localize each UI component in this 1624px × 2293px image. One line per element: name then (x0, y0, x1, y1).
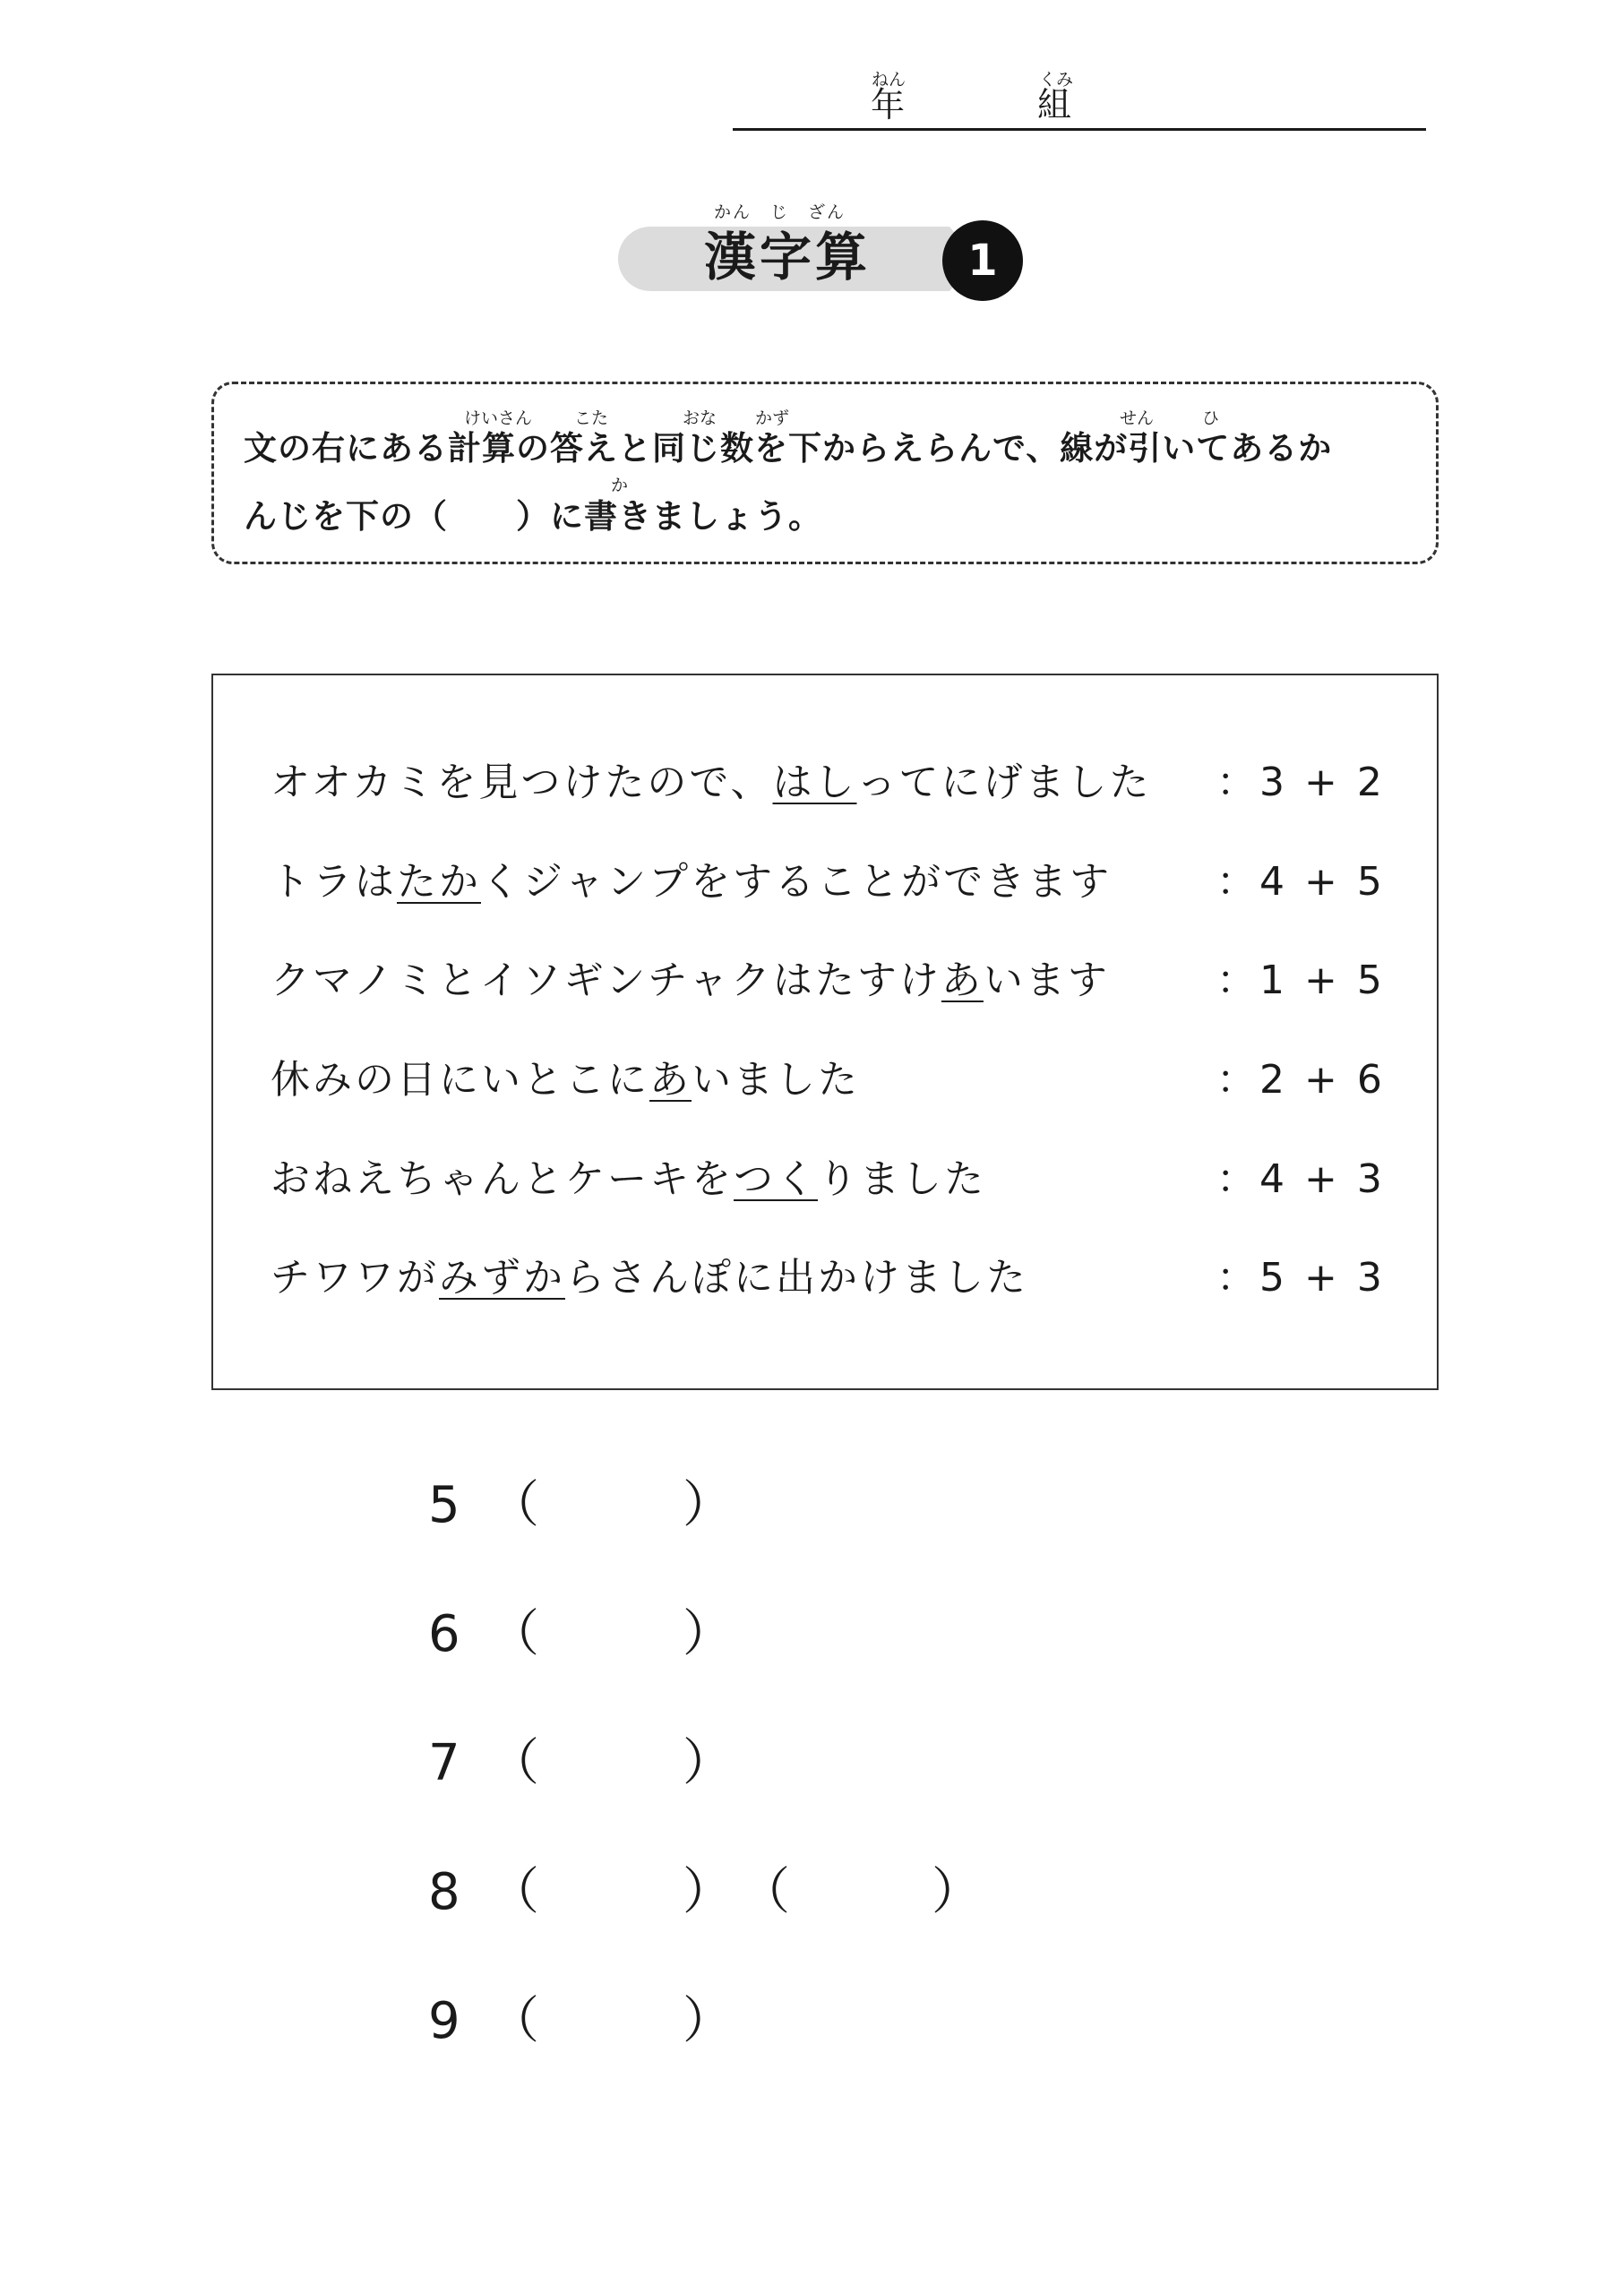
answer-close-paren: ） (683, 1734, 733, 1792)
ruby-kotae: こた (574, 408, 609, 428)
instruction-box (211, 382, 1439, 564)
problem-sentence: チワワがみずからさんぽに出かけました (271, 1255, 1028, 1301)
answer-open-paren: （ (489, 1992, 539, 2050)
underlined-word: あ (941, 958, 984, 1003)
grade-class-line (733, 128, 1426, 131)
answer-close-paren: ） (683, 1863, 733, 1921)
underlined-word: あ (649, 1057, 692, 1103)
underlined-word: みずか (439, 1255, 565, 1301)
problem-expression: ：5 + 3 (1216, 1255, 1386, 1301)
answer-number: 8 (428, 1863, 460, 1921)
ruby-keisan: けいさん (464, 408, 533, 428)
answer-close-paren: ） (683, 1992, 733, 2050)
answer-blank[interactable] (541, 1607, 684, 1666)
problem-sentence: おねえちゃんとケーキをつくりました (271, 1156, 986, 1202)
answer-open-paren: （ (489, 1476, 539, 1534)
problem-sentence: トラはたかくジャンプをすることができます (271, 859, 1113, 905)
instruction-line-2: んじを下の（ ）に書きましょう。 (244, 497, 822, 536)
underlined-word: たか (397, 859, 481, 905)
answer-number: 6 (428, 1605, 460, 1663)
ruby-hi: ひ (1202, 408, 1220, 428)
answer-close-paren-2: ） (932, 1863, 982, 1921)
answer-number: 5 (428, 1476, 460, 1534)
problem-sentence: 休みの日にいとこにあいました (271, 1057, 860, 1103)
underlined-word: はし (772, 760, 857, 805)
underlined-word: つく (734, 1156, 818, 1202)
problem-expression: ：2 + 6 (1216, 1057, 1386, 1103)
answer-number: 7 (428, 1734, 460, 1792)
problem-expression: ：4 + 3 (1216, 1156, 1386, 1202)
answer-open-paren: （ (489, 1605, 539, 1663)
class-label: 組 (1037, 85, 1072, 125)
answer-close-paren: ） (683, 1605, 733, 1663)
instruction-line-1: 文の右にある計算の答えと同じ数を下からえらんで、線が引いてあるか (244, 429, 1333, 468)
answer-open-paren: （ (489, 1734, 539, 1792)
title-ruby: かん じ ざん (714, 202, 846, 222)
page-title: 漢字算 (704, 227, 872, 288)
problem-sentence: クマノミとイソギンチャクはたすけあいます (271, 958, 1110, 1003)
answer-blank[interactable] (541, 1478, 684, 1537)
answer-number: 9 (428, 1992, 460, 2050)
answer-blank-2[interactable] (792, 1865, 935, 1924)
problem-expression: ：1 + 5 (1216, 958, 1386, 1003)
ruby-kazu: かず (755, 408, 790, 428)
problem-expression: ：4 + 5 (1216, 859, 1386, 905)
class-ruby: くみ (1039, 70, 1074, 90)
year-label: 年 (871, 85, 906, 125)
ruby-ka: か (611, 476, 629, 495)
ruby-onaji: おな (683, 408, 717, 428)
year-ruby: ねん (872, 70, 907, 90)
answer-open-paren-2: （ (740, 1863, 790, 1921)
answer-blank[interactable] (541, 1994, 684, 2053)
answer-open-paren: （ (489, 1863, 539, 1921)
problem-sentence: オオカミを見つけたので、はしってにげました (271, 760, 1152, 805)
problem-expression: ：3 + 2 (1216, 760, 1386, 805)
answer-close-paren: ） (683, 1476, 733, 1534)
answer-blank[interactable] (541, 1865, 684, 1924)
ruby-sen: せん (1120, 408, 1155, 428)
answer-blank[interactable] (541, 1736, 684, 1795)
worksheet-number-badge: 1 (942, 220, 1023, 301)
